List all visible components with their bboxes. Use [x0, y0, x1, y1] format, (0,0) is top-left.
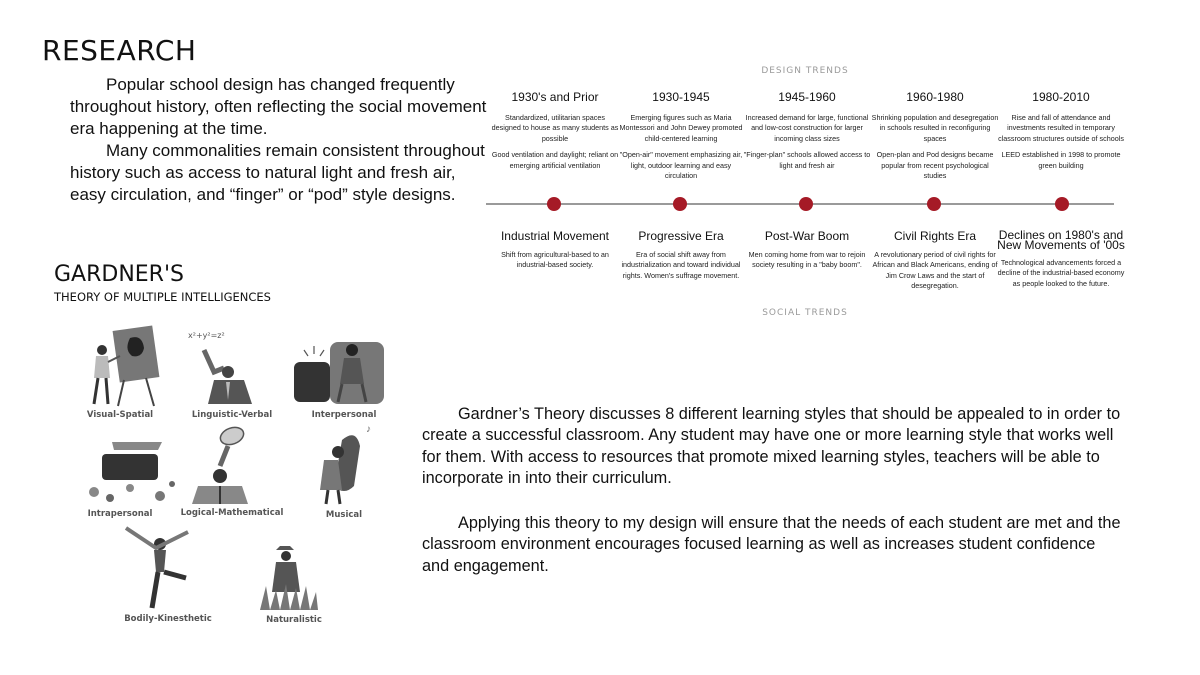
research-paragraph-2-text: Many commonalities remain consistent throughout history such as access to natural light and fresh air, easy circulation, and “finger” or “pod” style designs.	[70, 141, 485, 204]
era-text: Good ventilation and daylight; reliant on emerging artificial ventilation	[491, 150, 619, 170]
social-text: Men coming home from war to rejoin society resulting in a "baby boom".	[748, 250, 866, 270]
era-text: Emerging figures such as Maria Montessori and John Dewey promoted child-centered learning	[619, 113, 743, 143]
social-text: Technological advancements forced a decline of the industrial-based economy as people looked to the future.	[997, 258, 1125, 288]
intelligences-illustration	[80, 320, 400, 640]
era-year: 1945-1960	[778, 90, 836, 104]
social-text: A revolutionary period of civil rights for African and Black Americans, ending of Jim Crow Laws and the start of desegregation.	[872, 250, 998, 291]
visual-spatial-illustration	[94, 325, 159, 406]
era-year: 1930-1945	[652, 90, 710, 104]
era-text: Open-plan and Pod designs became popular from recent psychological studies	[876, 150, 994, 181]
era-year: 1960-1980	[906, 90, 964, 104]
era-text: Rise and fall of attendance and investments resulted in temporary classroom structures outside of schools	[998, 113, 1124, 143]
social-era-5	[996, 230, 1126, 289]
social-title: Post-War Boom	[764, 229, 850, 243]
research-paragraph-2	[70, 140, 490, 206]
timeline-dot	[927, 197, 941, 211]
social-text: Shift from agricultural-based to an industrial-based society.	[501, 250, 609, 270]
gardner-paragraph-1-text: Gardner’s Theory discusses 8 different learning styles that should be appealed to in order to create a successful classroom. Any student may have one or more learning style that works well for them. With access to resources that promote mixed learning styles, teachers will be able to incorporate in into their curriculum.	[422, 405, 1121, 487]
era-text: Shrinking population and desegregation in schools resulted in reconfiguring spaces	[871, 113, 999, 143]
design-era-1	[490, 90, 620, 177]
research-paragraph-1-text: Popular school design has changed frequently throughout history, often reflecting the social movement era happening at the time.	[70, 75, 487, 138]
social-era-4	[870, 230, 1000, 292]
era-text: "Open-air" movement emphasizing air, light, outdoor learning and easy circulation	[619, 150, 743, 181]
social-text: Era of social shift away from industrialization and toward individual rights. Women's suffrage movement.	[621, 250, 741, 280]
research-paragraph-1	[70, 74, 490, 140]
gardner-paragraph-1	[422, 404, 1122, 489]
design-era-3	[742, 90, 872, 177]
music-note-icon: ♪	[366, 424, 371, 435]
interpersonal-illustration	[294, 342, 384, 404]
musical-illustration	[320, 424, 371, 504]
social-title: Declines on 1980's and New Movements of '00s	[997, 228, 1125, 252]
social-title: Progressive Era	[638, 229, 724, 243]
design-trends-heading: DESIGN TRENDS	[761, 66, 849, 76]
label-interpersonal: Interpersonal	[311, 410, 377, 420]
gardner-title: GARDNER'S	[54, 262, 184, 287]
social-era-3	[742, 230, 872, 271]
timeline-dot	[547, 197, 561, 211]
intrapersonal-illustration	[89, 442, 175, 502]
social-title: Civil Rights Era	[893, 229, 977, 243]
era-year: 1930's and Prior	[511, 90, 599, 104]
gardner-paragraph-2-text: Applying this theory to my design will ensure that the needs of each student are met and the classroom environment encourages focused learning as well as increases student confidence and engagement.	[422, 514, 1121, 575]
naturalistic-illustration	[260, 546, 318, 610]
label-logical-mathematical: Logical-Mathematical	[180, 508, 284, 518]
era-text: Increased demand for large, functional and low-cost construction for larger incoming class sizes	[745, 113, 869, 143]
gardner-subtitle: THEORY OF MULTIPLE INTELLIGENCES	[54, 290, 271, 304]
label-bodily-kinesthetic: Bodily-Kinesthetic	[124, 614, 212, 624]
linguistic-verbal-illustration	[188, 331, 252, 404]
design-era-5	[996, 90, 1126, 177]
social-trends-heading: SOCIAL TRENDS	[762, 308, 848, 318]
label-visual-spatial: Visual-Spatial	[86, 410, 154, 420]
design-era-4	[870, 90, 1000, 187]
era-text: Standardized, utilitarian spaces designed to house as many students as possible	[491, 113, 619, 143]
label-intrapersonal: Intrapersonal	[87, 509, 153, 519]
gardner-paragraph-2	[422, 513, 1122, 577]
timeline-dot	[1055, 197, 1069, 211]
timeline-dot	[673, 197, 687, 211]
label-linguistic-verbal: Linguistic-Verbal	[191, 410, 273, 420]
era-text: LEED established in 1998 to promote green building	[1001, 150, 1121, 170]
era-text: "Finger-plan" schools allowed access to light and fresh air	[743, 150, 871, 170]
equation-text: x²+y²=z²	[188, 331, 225, 340]
social-era-2	[616, 230, 746, 281]
social-title: Industrial Movement	[500, 229, 610, 243]
research-title: RESEARCH	[42, 34, 197, 67]
logical-mathematical-illustration	[192, 424, 248, 504]
label-musical: Musical	[325, 510, 363, 520]
design-era-2	[616, 90, 746, 187]
social-era-1	[490, 230, 620, 271]
bodily-kinesthetic-illustration	[126, 528, 188, 608]
timeline-dot	[799, 197, 813, 211]
era-year: 1980-2010	[1032, 90, 1090, 104]
label-naturalistic: Naturalistic	[266, 615, 322, 625]
